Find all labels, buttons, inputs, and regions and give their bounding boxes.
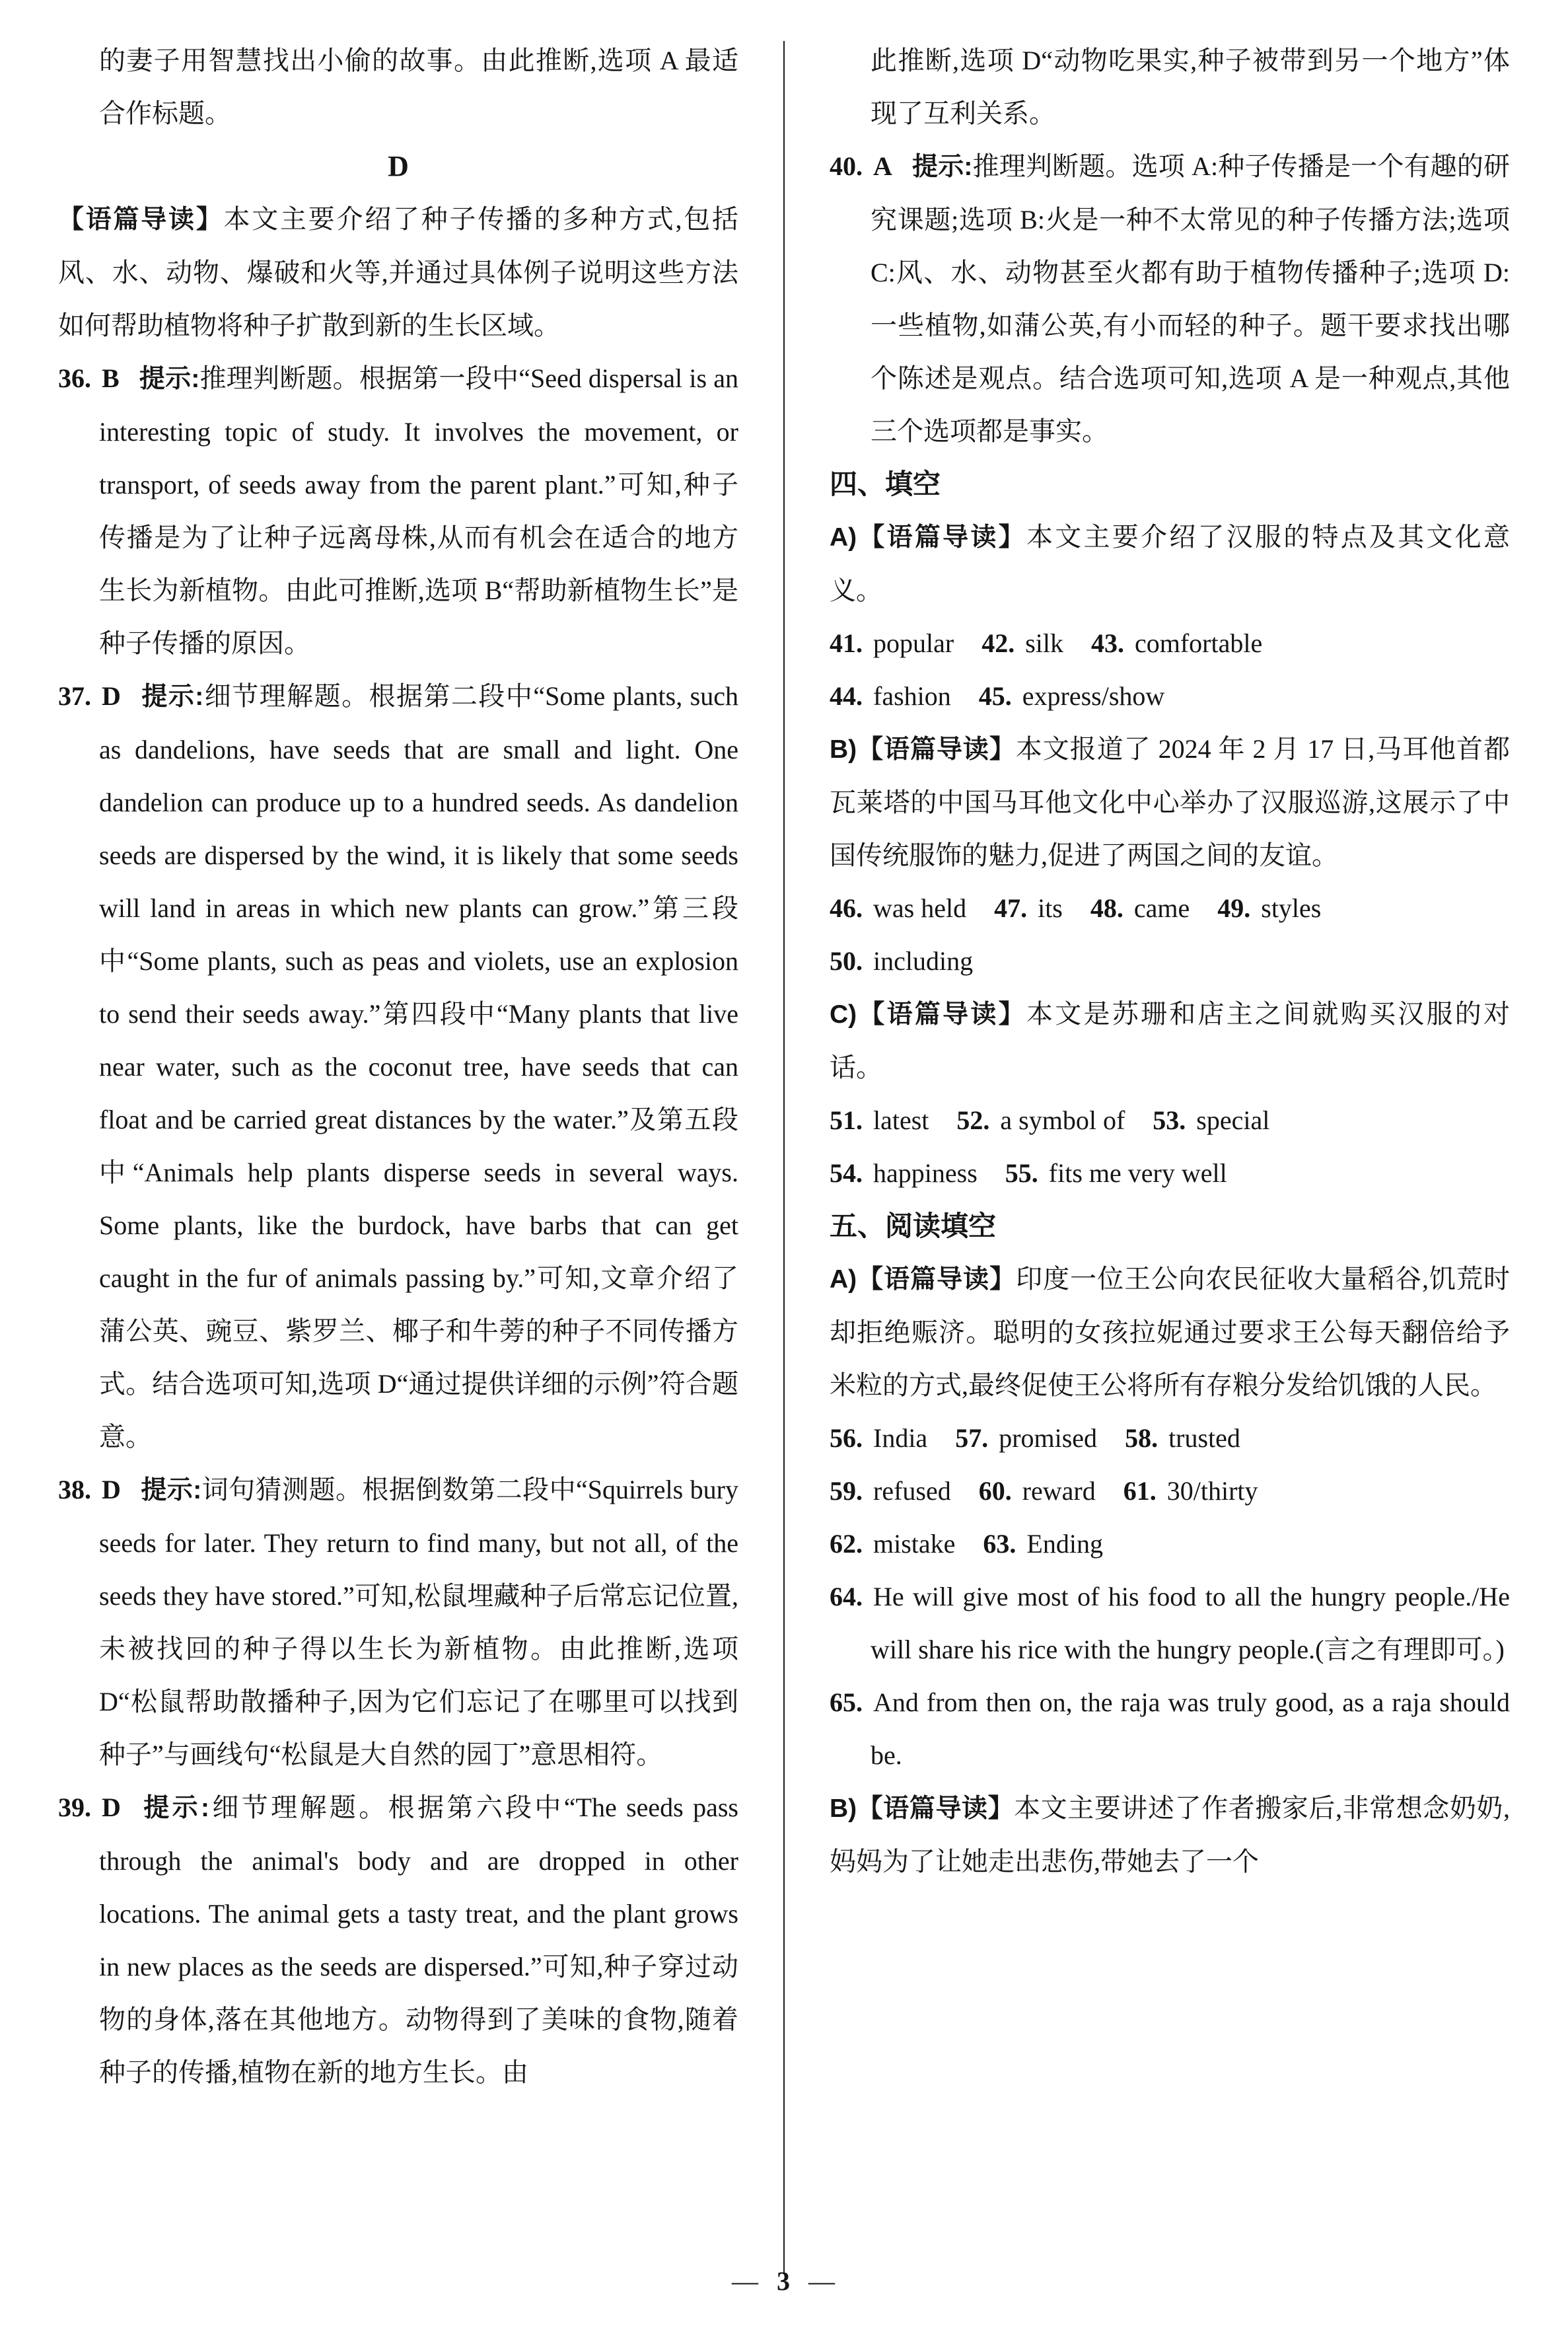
long-answer bbox=[830, 1676, 1510, 1782]
answer-item bbox=[955, 1423, 1097, 1453]
question-number: 39. bbox=[58, 1792, 91, 1822]
answer-number: 45. bbox=[978, 681, 1012, 711]
intro-text: 本文主要介绍了汉服的特点及其文化意义。 bbox=[830, 522, 1510, 605]
hint-label: 提示: bbox=[911, 153, 973, 181]
hint-label: 提示: bbox=[140, 1476, 202, 1504]
answer-line bbox=[830, 882, 1510, 935]
answer-letter: A bbox=[873, 151, 892, 181]
passage-intro bbox=[830, 511, 1510, 617]
answer-number: 43. bbox=[1090, 628, 1124, 658]
answer-text: Ending bbox=[1026, 1529, 1103, 1559]
paragraph-text: 此推断,选项 D“动物吃果实,种子被带到另一个地方”体现了互利关系。 bbox=[871, 46, 1510, 128]
section-heading: 五、阅读填空 bbox=[830, 1210, 997, 1241]
intro-text: 本文是苏珊和店主之间就购买汉服的对话。 bbox=[830, 999, 1510, 1082]
left-column bbox=[58, 34, 738, 2099]
answer-item bbox=[1123, 1476, 1258, 1506]
answer-number: 62. bbox=[830, 1529, 863, 1559]
answer-line bbox=[830, 617, 1510, 670]
answer-item bbox=[994, 893, 1063, 923]
answer-text: styles bbox=[1261, 893, 1322, 923]
answer-text: And from then on, the raja was truly good, as a raja should be. bbox=[871, 1687, 1510, 1770]
answer-letter-heading: D bbox=[388, 150, 409, 182]
passage-intro bbox=[830, 723, 1510, 882]
answer-line bbox=[830, 935, 1510, 988]
part-label: B) bbox=[830, 735, 857, 764]
answer-item bbox=[830, 628, 954, 658]
answer-item bbox=[979, 1476, 1096, 1506]
answer-item bbox=[981, 628, 1063, 658]
question-explanation bbox=[58, 1781, 738, 2099]
answer-number: 51. bbox=[830, 1105, 863, 1135]
answer-text: special bbox=[1196, 1105, 1270, 1135]
question-explanation bbox=[58, 1463, 738, 1781]
answer-text: reward bbox=[1022, 1476, 1096, 1506]
answer-number: 57. bbox=[955, 1423, 989, 1453]
answer-letter: D bbox=[102, 1475, 121, 1504]
answer-line bbox=[830, 1518, 1510, 1570]
passage-intro bbox=[830, 1782, 1510, 1888]
answer-text: comfortable bbox=[1134, 628, 1263, 658]
answer-item bbox=[983, 1529, 1103, 1559]
answer-text: India bbox=[873, 1423, 928, 1453]
passage-intro bbox=[58, 193, 738, 352]
answer-text: promised bbox=[999, 1423, 1098, 1453]
answer-text: popular bbox=[873, 628, 954, 658]
answer-text: express/show bbox=[1022, 681, 1165, 711]
answer-item bbox=[830, 893, 966, 923]
answer-item bbox=[1090, 893, 1190, 923]
answer-item bbox=[830, 1423, 927, 1453]
intro-label: 【语篇导读】 bbox=[857, 735, 1016, 764]
part-label: B) bbox=[830, 1794, 857, 1823]
answer-item bbox=[830, 1105, 929, 1135]
explanation-text: 词句猜测题。根据倒数第二段中“Squirrels bury seeds for later. They return to find many, but not all, of the seeds they have stored.”可知,松鼠埋藏种子后常忘记位置,未被找回的种子得以生长为新植物。由此推断,选项 D“松鼠帮助散播种子,因为它们忘记了在哪里可以找到种子”与画线句“松鼠是大自然的园丁”意思相符。 bbox=[99, 1475, 738, 1769]
answer-text: its bbox=[1038, 893, 1063, 923]
explanation-text: 细节理解题。根据第二段中“Some plants, such as dandelions, have seeds that are small and light. One dandelion can produce up to a hundred seeds. As dandelion seeds are dispersed by the wind, it is likely that some seeds will land in areas in which new plants can grow.”第三段中“Some plants, such as peas and violets, use an explosion to send their seeds away.”第四段中“Many plants that live near water, such as the coconut tree, have seeds that can float and be carried great distances by the water.”及第五段中“Animals help plants disperse seeds in several ways. Some plants, like the burdock, have barbs that can get caught in the fur of animals passing by.”可知,文章介绍了蒲公英、豌豆、紫罗兰、椰子和牛蒡的种子不同传播方式。结合选项可知,选项 D“通过提供详细的示例”符合题意。 bbox=[99, 681, 738, 1452]
part-label: C) bbox=[830, 1000, 857, 1029]
answer-number: 44. bbox=[830, 681, 863, 711]
answer-item bbox=[956, 1105, 1125, 1135]
answer-line bbox=[830, 1465, 1510, 1518]
answer-line bbox=[830, 1094, 1510, 1147]
answer-number: 50. bbox=[830, 946, 863, 976]
section-heading: 四、填空 bbox=[830, 468, 941, 499]
answer-text: refused bbox=[873, 1476, 951, 1506]
hint-label: 提示: bbox=[140, 683, 204, 711]
answer-text: trusted bbox=[1168, 1423, 1240, 1453]
intro-label: 【语篇导读】 bbox=[58, 205, 224, 234]
answer-number: 46. bbox=[830, 893, 863, 923]
answer-line bbox=[830, 1147, 1510, 1200]
answer-text: fashion bbox=[873, 681, 951, 711]
answer-number: 56. bbox=[830, 1423, 863, 1453]
question-explanation bbox=[830, 140, 1510, 458]
intro-label: 【语篇导读】 bbox=[857, 523, 1026, 552]
answer-item bbox=[1153, 1105, 1269, 1135]
answer-number: 63. bbox=[983, 1529, 1016, 1559]
answer-text: happiness bbox=[873, 1158, 978, 1188]
answer-text: 30/thirty bbox=[1166, 1476, 1258, 1506]
answer-number: 41. bbox=[830, 628, 863, 658]
answer-number: 64. bbox=[830, 1582, 863, 1611]
answer-item bbox=[1217, 893, 1321, 923]
explanation-text: 推理判断题。根据第一段中“Seed dispersal is an interesting topic of study. It involves the movement, or transport, of seeds away from the parent plant.”可知,种子传播是为了让种子远离母株,从而有机会在适合的地方生长为新植物。由此可推断,选项 B“帮助新植物生长”是种子传播的原因。 bbox=[99, 363, 738, 658]
intro-label: 【语篇导读】 bbox=[857, 1265, 1016, 1294]
intro-text: 本文主要介绍了种子传播的多种方式,包括风、水、动物、爆破和火等,并通过具体例子说明这些方法如何帮助植物将种子扩散到新的生长区域。 bbox=[58, 204, 738, 340]
question-number: 37. bbox=[58, 681, 91, 711]
paragraph-text: 的妻子用智慧找出小偷的故事。由此推断,选项 A 最适合作标题。 bbox=[99, 46, 738, 128]
question-explanation bbox=[58, 670, 738, 1463]
answer-number: 59. bbox=[830, 1476, 863, 1506]
intro-label: 【语篇导读】 bbox=[857, 1000, 1026, 1029]
intro-text: 印度一位王公向农民征收大量稻谷,饥荒时却拒绝赈济。聪明的女孩拉妮通过要求王公每天翻倍给予米粒的方式,最终促使王公将所有存粮分发给饥饿的人民。 bbox=[830, 1264, 1510, 1400]
column-divider bbox=[783, 41, 785, 2274]
answer-text: silk bbox=[1025, 628, 1063, 658]
answer-letter: B bbox=[102, 363, 120, 393]
answer-number: 52. bbox=[956, 1105, 990, 1135]
answer-item bbox=[830, 1529, 955, 1559]
answer-text: a symbol of bbox=[1000, 1105, 1125, 1135]
hint-label: 提示: bbox=[140, 1794, 209, 1822]
answer-item bbox=[830, 946, 973, 976]
answer-number: 60. bbox=[978, 1476, 1012, 1506]
answer-text: was held bbox=[873, 893, 967, 923]
answer-text: fits me very well bbox=[1048, 1158, 1227, 1188]
answer-item bbox=[830, 1158, 978, 1188]
question-number: 36. bbox=[58, 363, 91, 393]
answer-letter: D bbox=[102, 681, 121, 711]
long-answer bbox=[830, 1570, 1510, 1676]
answer-text: came bbox=[1133, 893, 1190, 923]
answer-number: 48. bbox=[1090, 893, 1123, 923]
answer-number: 54. bbox=[830, 1158, 863, 1188]
question-explanation bbox=[58, 352, 738, 670]
page-footer bbox=[0, 2255, 1568, 2308]
intro-text: 本文报道了 2024 年 2 月 17 日,马耳他首都瓦莱塔的中国马耳他文化中心举办了汉服巡游,这展示了中国传统服饰的魅力,促进了两国之间的友谊。 bbox=[830, 734, 1510, 870]
answer-item bbox=[1091, 628, 1262, 658]
answer-text: mistake bbox=[873, 1529, 956, 1559]
passage-intro bbox=[830, 988, 1510, 1094]
part-label: A) bbox=[830, 523, 857, 552]
answer-item bbox=[979, 681, 1165, 711]
question-number: 38. bbox=[58, 1475, 91, 1504]
answer-number: 49. bbox=[1217, 893, 1251, 923]
continuation-paragraph bbox=[58, 34, 738, 140]
answer-text: latest bbox=[873, 1105, 929, 1135]
answer-item bbox=[830, 1476, 951, 1506]
answer-item bbox=[830, 681, 951, 711]
answer-letter: D bbox=[102, 1792, 121, 1822]
explanation-text: 推理判断题。选项 A:种子传播是一个有趣的研究课题;选项 B:火是一种不太常见的种子传播方法;选项 C:风、水、动物甚至火都有助于植物传播种子;选项 D:一些植物,如蒲公英,有小而轻的种子。题干要求找出哪个陈述是观点。结合选项可知,选项 A 是一种观点,其他三个选项都是事实。 bbox=[871, 151, 1511, 446]
answer-text: He will give most of his food to all the hungry people./He will share his rice with the hungry people.(言之有理即可。) bbox=[871, 1582, 1510, 1664]
answer-number: 61. bbox=[1123, 1476, 1157, 1506]
answer-number: 42. bbox=[981, 628, 1015, 658]
passage-intro bbox=[830, 1253, 1510, 1412]
page-number: 3 bbox=[777, 2266, 791, 2296]
intro-label: 【语篇导读】 bbox=[857, 1794, 1015, 1823]
explanation-text: 细节理解题。根据第六段中“The seeds pass through the animal's body and are dropped in other locations. The animal gets a tasty treat, and the plant grows in new places as the seeds are dispersed.”可知,种子穿过动物的身体,落在其他地方。动物得到了美味的食物,随着种子的传播,植物在新的地方生长。由 bbox=[99, 1792, 739, 2087]
hint-label: 提示: bbox=[139, 365, 200, 393]
answer-item bbox=[1005, 1158, 1227, 1188]
footer-dash-right: — bbox=[808, 2266, 836, 2296]
answer-line bbox=[830, 670, 1510, 723]
intro-text: 本文主要讲述了作者搬家后,非常想念奶奶,妈妈为了让她走出悲伤,带她去了一个 bbox=[830, 1793, 1510, 1876]
part-label: A) bbox=[830, 1265, 857, 1294]
question-number: 40. bbox=[830, 151, 863, 181]
answer-text: including bbox=[873, 946, 974, 976]
answer-number: 47. bbox=[994, 893, 1028, 923]
continuation-paragraph bbox=[830, 34, 1510, 140]
answer-line bbox=[830, 1412, 1510, 1465]
footer-dash-left: — bbox=[732, 2266, 760, 2296]
answer-number: 53. bbox=[1153, 1105, 1186, 1135]
answer-item bbox=[1125, 1423, 1240, 1453]
answer-number: 58. bbox=[1125, 1423, 1158, 1453]
right-column bbox=[830, 34, 1510, 1888]
answer-number: 55. bbox=[1005, 1158, 1038, 1188]
answer-number: 65. bbox=[830, 1687, 863, 1717]
